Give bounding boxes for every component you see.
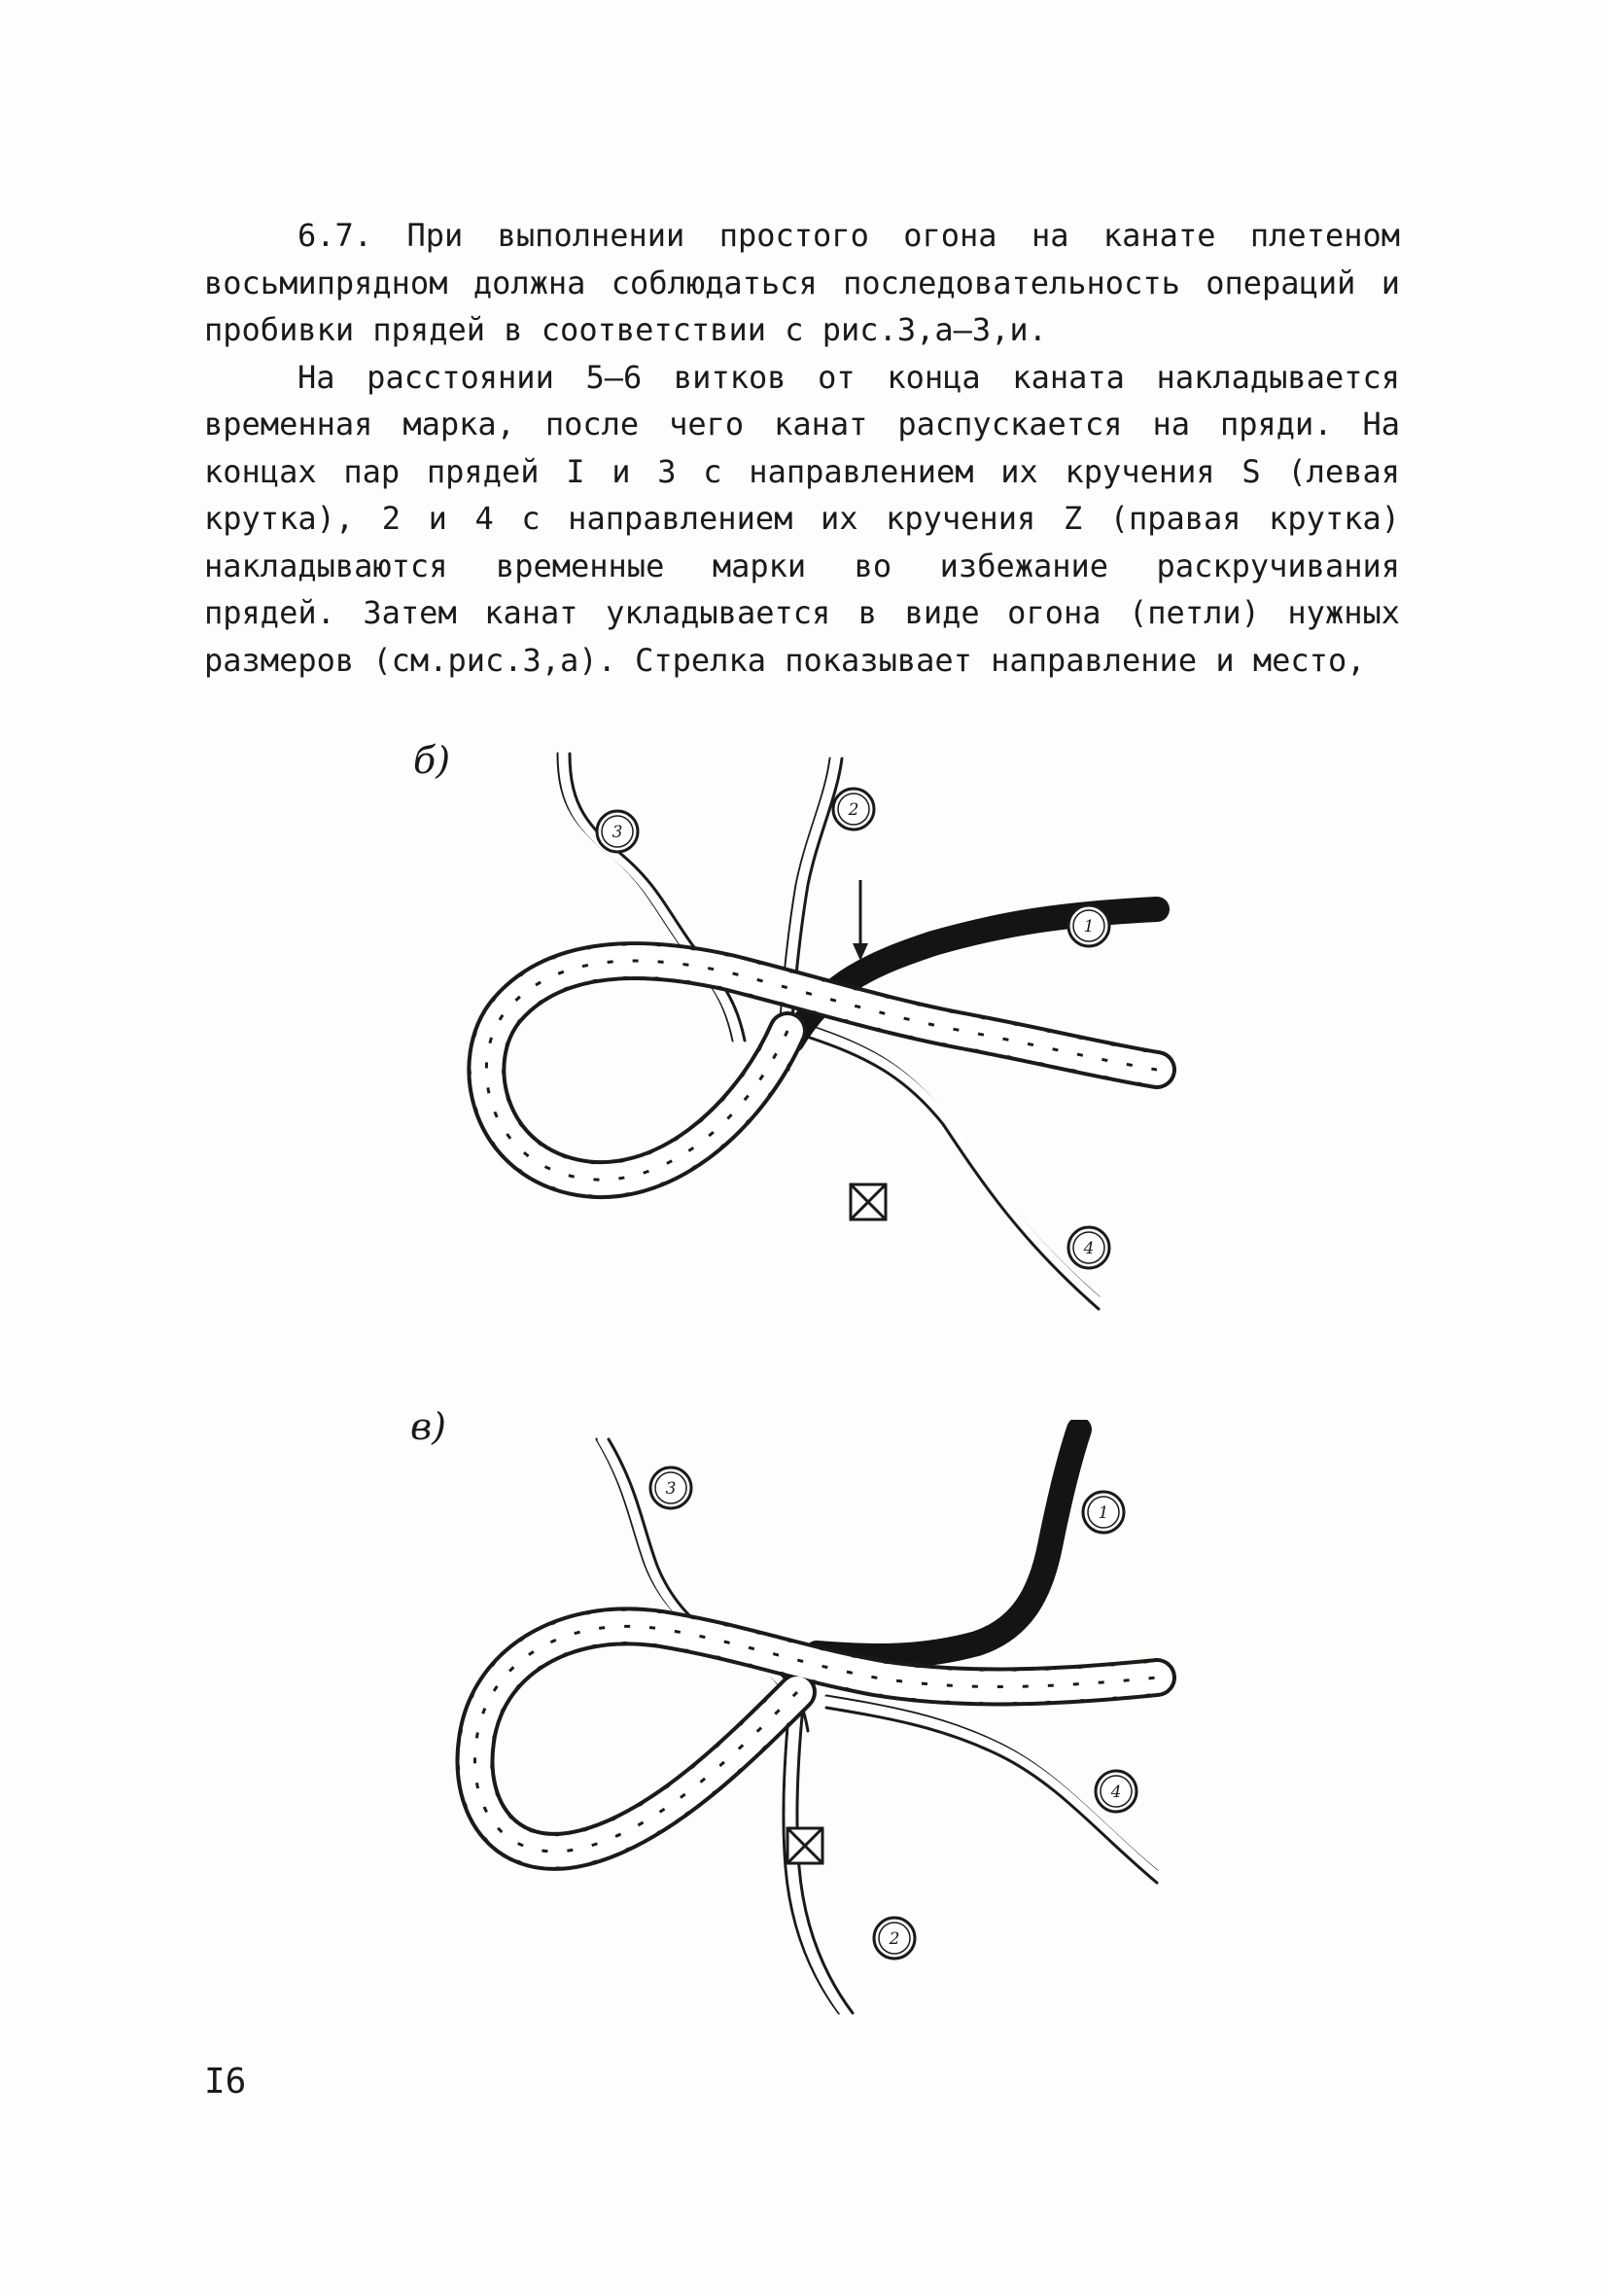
paragraph-6-7: 6.7. При выполнении простого огона на канате плетеном восьмипрядном должна соблюдаться последовательность операций и пробивки прядей в соответствии с рис.3,а–3,и. [204,217,1400,348]
svg-text:4: 4 [1110,1783,1122,1802]
box-marker [851,1184,886,1219]
figure-b-rope-eye-illustration [418,749,1176,1332]
rope-eye-loop [474,1626,1157,1852]
strand-3 [558,754,745,1041]
svg-text:1: 1 [1098,1503,1109,1523]
strand-marker-3 [650,1467,691,1508]
direction-arrow [853,880,868,961]
svg-text:3: 3 [612,823,623,842]
rope-eye-loop [486,961,1157,1180]
page-number: I6 [204,2062,247,2102]
strand-1 [817,1430,1079,1656]
strand-marker-1 [1083,1492,1124,1533]
svg-text:1: 1 [1083,917,1095,936]
figure-v-label: в) [410,1405,446,1448]
strand-marker-2 [833,789,874,830]
body-text [204,212,1400,684]
strand-marker-3 [597,811,638,852]
strand-marker-2 [874,1918,915,1959]
svg-text:2: 2 [889,1929,900,1949]
svg-text:2: 2 [848,800,859,820]
strand-marker-4 [1068,1227,1109,1268]
paragraph-procedure: На расстоянии 5–6 витков от конца каната накладывается временная марка, после чего канат распускается на пряди. На концах пар прядей I и 3 с направлением их кручения S (левая крутка), 2 и 4 с направлением их кручения Z (правая крутка) накладываются временные марки во избежание раскручивания прядей. Затем канат укладывается в виде огона (петли) нужных размеров (см.рис.3,а). Стрелка показывает направление и место, [204,358,1400,679]
strand-marker-4 [1096,1771,1136,1812]
svg-text:4: 4 [1083,1239,1095,1258]
figure-b-label: б) [413,739,451,782]
strand-marker-1 [1068,905,1109,946]
figure-v-rope-eye-illustration [418,1420,1176,2023]
svg-text:3: 3 [665,1479,677,1499]
box-marker [787,1828,822,1863]
